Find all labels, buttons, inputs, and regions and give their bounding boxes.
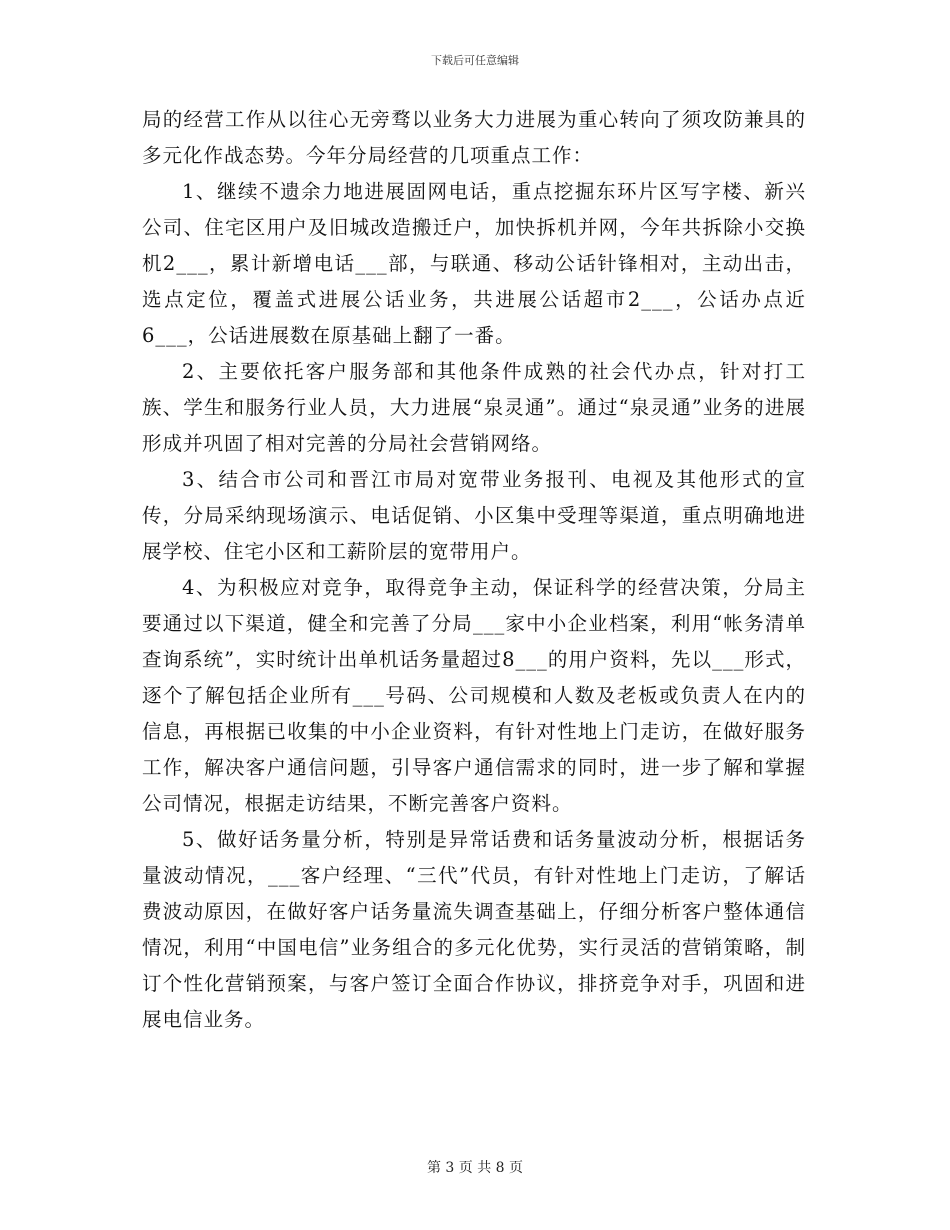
page-number: 第 3 页 共 8 页 (426, 1160, 524, 1176)
paragraph-item-1: 1、继续不遗余力地进展固网电话，重点挖掘东环片区写字楼、新兴公司、住宅区用户及旧城改造搬迁户，加快拆机并网，今年共拆除小交换机2___，累计新增电话___部，与联通、移动公话针锋相对，主动出击，选点定位，覆盖式进展公话业务，共进展公话超市2___，公话办点近6___，公话进展数在原基础上翻了一番。 (142, 180, 806, 347)
page-header-note: 下载后可任意编辑 (431, 54, 519, 67)
paragraph-continuation: 局的经营工作从以往心无旁骛以业务大力进展为重心转向了须攻防兼具的多元化作战态势。今年分局经营的几项重点工作： (142, 108, 806, 167)
document-body (142, 102, 806, 1038)
paragraph-item-4: 4、为积极应对竞争，取得竞争主动，保证科学的经营决策，分局主要通过以下渠道，健全和完善了分局___家中小企业档案，利用“帐务清单查询系统”，实时统计出单机话务量超过8___的用户资料，先以___形式，逐个了解包括企业所有___号码、公司规模和人数及老板或负责人在内的信息，再根据已收集的中小企业资料，有针对性地上门走访，在做好服务工作，解决客户通信问题，引导客户通信需求的同时，进一步了解和掌握公司情况，根据走访结果，不断完善客户资料。 (142, 576, 806, 815)
paragraph-item-5: 5、做好话务量分析，特别是异常话费和话务量波动分析，根据话务量波动情况，___客户经理、“三代”代员，有针对性地上门走访，了解话费波动原因，在做好客户话务量流失调查基础上，仔细分析客户整体通信情况，利用“中国电信”业务组合的多元化优势，实行灵活的营销策略，制订个性化营销预案，与客户签订全面合作协议，排挤竞争对手，巩固和进展电信业务。 (142, 828, 806, 1031)
paragraph-item-3: 3、结合市公司和晋江市局对宽带业务报刊、电视及其他形式的宣传，分局采纳现场演示、电话促销、小区集中受理等渠道，重点明确地进展学校、住宅小区和工薪阶层的宽带用户。 (142, 468, 806, 563)
paragraph-item-2: 2、主要依托客户服务部和其他条件成熟的社会代办点，针对打工族、学生和服务行业人员，大力进展“泉灵通”。通过“泉灵通”业务的进展形成并巩固了相对完善的分局社会营销网络。 (142, 360, 806, 455)
